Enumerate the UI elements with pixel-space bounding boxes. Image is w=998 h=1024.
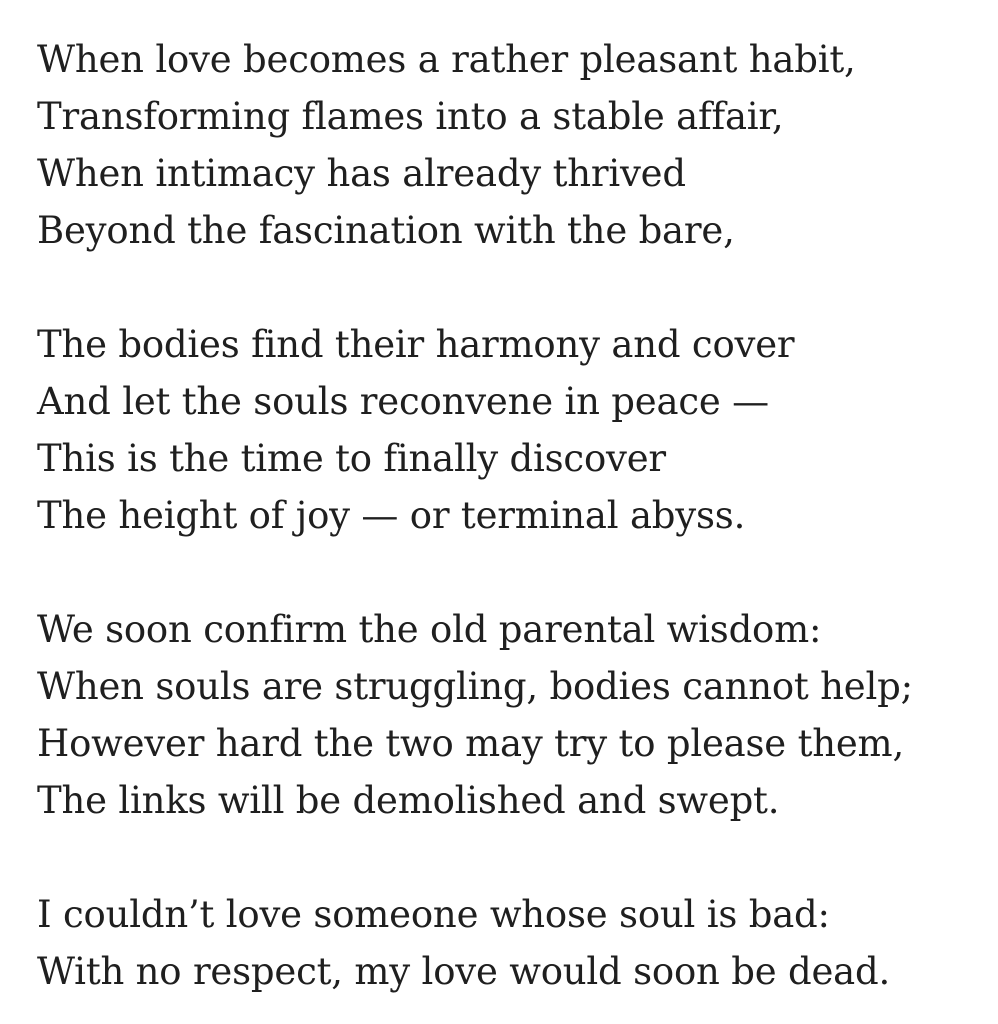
poem-line: We soon confirm the old parental wisdom: [37, 608, 822, 651]
poem-line: The height of joy — or terminal abyss. [37, 494, 746, 537]
poem-line: The bodies find their harmony and cover [37, 323, 795, 366]
stanza-1 [37, 31, 998, 259]
poem-line: The links will be demolished and swept. [37, 779, 780, 822]
stanza-3 [37, 601, 998, 829]
stanza-2 [37, 316, 998, 544]
poem-line: With no respect, my love would soon be dead. [37, 950, 891, 993]
poem-line: When souls are struggling, bodies cannot help; [37, 665, 913, 708]
poem-line: However hard the two may try to please them, [37, 722, 905, 765]
poem-line: When intimacy has already thrived [37, 152, 686, 195]
poem-line: When love becomes a rather pleasant habit, [37, 38, 856, 81]
poem-line: Transforming flames into a stable affair, [37, 95, 784, 138]
poem-line: And let the souls reconvene in peace — [37, 380, 769, 423]
poem-line: Beyond the fascination with the bare, [37, 209, 735, 252]
poem-line: I couldn’t love someone whose soul is bad: [37, 893, 830, 936]
poem-line: This is the time to finally discover [37, 437, 666, 480]
stanza-4 [37, 886, 998, 1000]
